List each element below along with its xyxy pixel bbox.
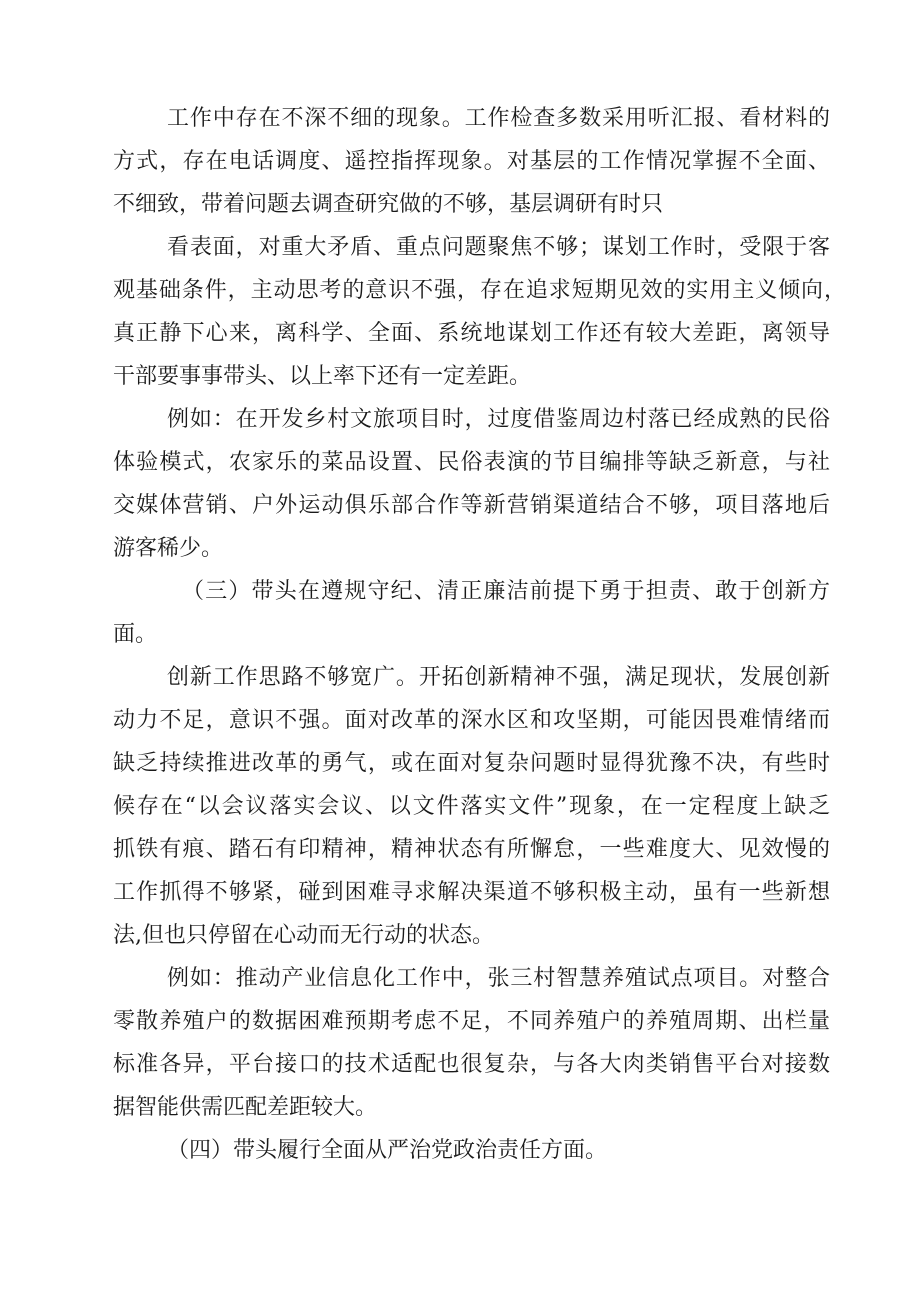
paragraph-line: 法,但也只停留在心动而无行动的状态。 xyxy=(113,923,494,948)
paragraph-line: 例如：推动产业信息化工作中，张三村智慧养殖试点项目。对整合 xyxy=(167,966,830,991)
paragraph-line: 零散养殖户的数据困难预期考虑不足，不同养殖户的养殖周期、出栏量 xyxy=(113,1009,830,1034)
section-heading: （三）带头在遵规守纪、清正廉洁前提下勇于担责、敢于创新方 xyxy=(182,579,830,604)
paragraph-line: 缺乏持续推进改革的勇气，或在面对复杂问题时显得犹豫不决，有些时 xyxy=(113,751,830,776)
paragraph-line: 工作抓得不够紧，碰到困难寻求解决渠道不够积极主动，虽有一些新想 xyxy=(113,880,830,905)
paragraph-line: 看表面，对重大矛盾、重点问题聚焦不够；谋划工作时，受限于客 xyxy=(167,235,830,260)
paragraph-line: 游客稀少。 xyxy=(113,536,224,561)
paragraph-line: 方式，存在电话调度、遥控指挥现象。对基层的工作情况掌握不全面、 xyxy=(113,149,830,174)
paragraph-line: 干部要事事带头、以上率下还有一定差距。 xyxy=(113,364,532,389)
paragraph-line: 交媒体营销、户外运动俱乐部合作等新营销渠道结合不够，项目落地后 xyxy=(113,493,830,518)
paragraph-line: 抓铁有痕、踏石有印精神，精神状态有所懈怠，一些难度大、见效慢的 xyxy=(113,837,830,862)
paragraph-line: 体验模式，农家乐的菜品设置、民俗表演的节目编排等缺乏新意，与社 xyxy=(113,450,830,475)
paragraph-line: 真正静下心来，离科学、全面、系统地谋划工作还有较大差距，离领导 xyxy=(113,321,830,346)
paragraph-line: 不细致，带着问题去调查研究做的不够，基层调研有时只 xyxy=(113,192,664,217)
paragraph-line: 标准各异，平台接口的技术适配也很复杂，与各大肉类销售平台对接数 xyxy=(113,1052,830,1077)
section-heading: （四）带头履行全面从严治党政治责任方面。 xyxy=(167,1138,608,1163)
paragraph-line: 候存在“以会议落实会议、以文件落实文件”现象，在一定程度上缺乏 xyxy=(113,794,830,819)
paragraph-line: 例如：在开发乡村文旅项目时，过度借鉴周边村落已经成熟的民俗 xyxy=(167,407,830,432)
section-heading: 面。 xyxy=(113,622,158,647)
paragraph-line: 创新工作思路不够宽广。开拓创新精神不强，满足现状，发展创新 xyxy=(167,665,830,690)
paragraph-line: 据智能供需匹配差距较大。 xyxy=(113,1095,378,1120)
paragraph-line: 工作中存在不深不细的现象。工作检查多数采用听汇报、看材料的 xyxy=(167,106,830,131)
paragraph-line: 动力不足，意识不强。面对改革的深水区和攻坚期，可能因畏难情绪而 xyxy=(113,708,830,733)
paragraph-line: 观基础条件，主动思考的意识不强，存在追求短期见效的实用主义倾向， xyxy=(113,278,846,303)
